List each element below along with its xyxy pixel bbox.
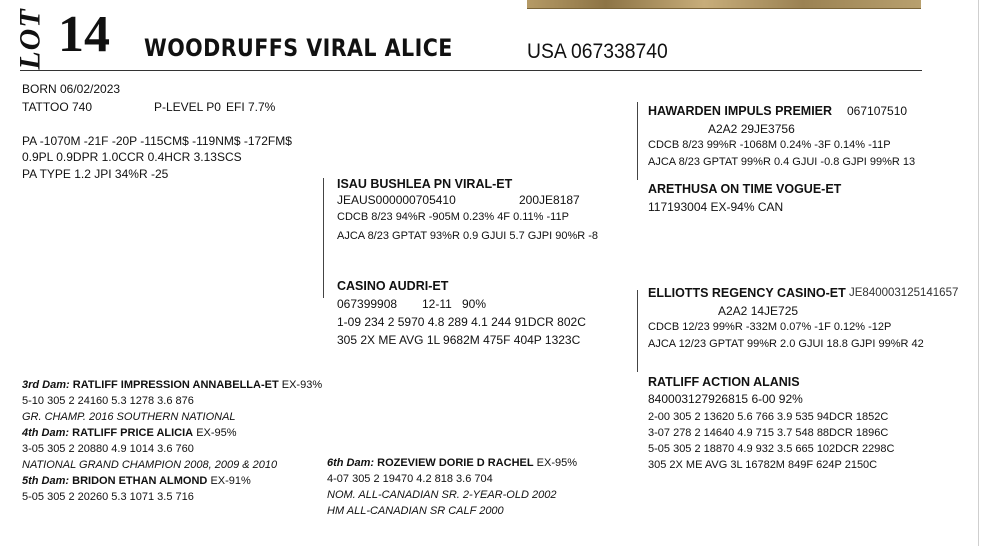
fifth-dam [22,473,251,489]
fourth-dam-name: RATLIFF PRICE ALICIA [72,427,194,439]
sire-name: ISAU BUSHLEA PN VIRAL-ET [337,177,513,191]
pa-line-2: 0.9PL 0.9DPR 1.0CCR 0.4HCR 3.13SCS [22,150,242,164]
sire-sire-genes: A2A2 29JE3756 [708,122,795,136]
fourth-dam-label: 4th Dam: [22,427,70,439]
p-level: P-LEVEL P0 [154,100,221,114]
dam-dam-name: RATLIFF ACTION ALANIS [648,375,800,389]
cow-photo-edge [527,0,921,9]
sixth-dam-name: ROZEVIEW DORIE D RACHEL [377,457,534,469]
fourth-dam-record: 3-05 305 2 20880 4.9 1014 3.6 760 [22,443,194,455]
sixth-dam-record: 4-07 305 2 19470 4.2 818 3.6 704 [327,473,493,485]
sixth-dam-score: EX-95% [536,457,577,469]
sire-code: 200JE8187 [519,193,580,207]
fifth-dam-label: 5th Dam: [22,475,70,487]
dam-id: 067399908 [337,297,398,311]
fifth-dam-score: EX-91% [210,475,251,487]
dam-record-avg: 305 2X ME AVG 1L 9682M 475F 404P 1323C [337,333,581,347]
registration-number: USA 067338740 [527,40,668,63]
sire-sire-name: HAWARDEN IMPULS PREMIER [648,104,833,118]
fourth-dam-score: EX-95% [196,427,237,439]
born-date: BORN 06/02/2023 [22,82,121,96]
third-dam-name: RATLIFF IMPRESSION ANNABELLA-ET [72,379,279,391]
dam-dam-record-1: 2-00 305 2 13620 5.6 766 3.9 535 94DCR 1852C [648,411,889,423]
fifth-dam-record: 5-05 305 2 20260 5.3 1071 3.5 716 [22,491,194,503]
dam-age: 12-11 [422,297,452,311]
sire-sire-ajca: AJCA 8/23 GPTAT 99%R 0.4 GJUI -0.8 GJPI 99%R 13 [648,156,916,168]
dam-dam-record-avg: 305 2X ME AVG 3L 16782M 849F 624P 2150C [648,459,878,471]
sire-dam-name: ARETHUSA ON TIME VOGUE-ET [648,182,842,196]
sire-sire-id: 067107510 [847,104,908,118]
third-dam-score: EX-93% [281,379,323,391]
dam-sire-genes: A2A2 14JE725 [718,304,799,318]
pa-type-line: PA TYPE 1.2 JPI 34%R -25 [22,167,169,181]
pa-line-1: PA -1070M -21F -20P -115CM$ -119NM$ -172FM$ [22,134,292,148]
fourth-dam [22,425,237,441]
dam-name: CASINO AUDRI-ET [337,279,449,293]
dam-sire-name: ELLIOTTS REGENCY CASINO-ET [648,286,846,300]
pedigree-line-sire-dam [323,178,324,298]
fifth-dam-name: BRIDON ETHAN ALMOND [72,475,208,487]
dam-score: 90% [462,297,487,311]
dam-sire-cdcb: CDCB 12/23 99%R -332M 0.07% -1F 0.12% -12P [648,321,892,333]
sire-id: JEAUS000000705410 [337,193,456,207]
sixth-dam-label: 6th Dam: [327,457,375,469]
sixth-dam-note-2: HM ALL-CANADIAN SR CALF 2000 [327,505,504,517]
lot-number: 14 [58,6,110,63]
page-edge-rule [978,0,979,546]
fourth-dam-note: NATIONAL GRAND CHAMPION 2008, 2009 & 2010 [22,459,278,471]
third-dam-record: 5-10 305 2 24160 5.3 1278 3.6 876 [22,395,194,407]
third-dam [22,377,322,393]
dam-dam-record-2: 3-07 278 2 14640 4.9 715 3.7 548 88DCR 1896C [648,427,889,439]
efi: EFI 7.7% [226,100,276,114]
dam-sire-ajca: AJCA 12/23 GPTAT 99%R 2.0 GJUI 18.8 GJPI 99%R 42 [648,338,924,350]
third-dam-note: GR. CHAMP. 2016 SOUTHERN NATIONAL [22,411,236,423]
sixth-dam-note-1: NOM. ALL-CANADIAN SR. 2-YEAR-OLD 2002 [327,489,557,501]
dam-dam-record-3: 5-05 305 2 18870 4.9 932 3.5 665 102DCR 2298C [648,443,895,455]
lot-label: LOT [14,8,48,70]
sire-sire-cdcb: CDCB 8/23 99%R -1068M 0.24% -3F 0.14% -11P [648,139,891,151]
sire-ajca: AJCA 8/23 GPTAT 93%R 0.9 GJUI 5.7 GJPI 90%R -8 [337,230,599,242]
dam-sire-id: JE840003125141657 [849,287,959,299]
pedigree-line-dam-side [637,290,638,372]
tattoo: TATTOO 740 [22,100,93,114]
sire-dam-detail: 117193004 EX-94% CAN [648,200,784,214]
sire-cdcb: CDCB 8/23 94%R -905M 0.23% 4F 0.11% -11P [337,211,569,223]
animal-name: WOODRUFFS VIRAL ALICE [144,34,453,62]
third-dam-label: 3rd Dam: [22,379,70,391]
pedigree-line-sire-side [637,102,638,180]
sixth-dam [327,455,577,471]
dam-record-1: 1-09 234 2 5970 4.8 289 4.1 244 91DCR 802C [337,315,586,329]
dam-dam-detail: 840003127926815 6-00 92% [648,392,803,406]
header-rule [20,70,922,71]
